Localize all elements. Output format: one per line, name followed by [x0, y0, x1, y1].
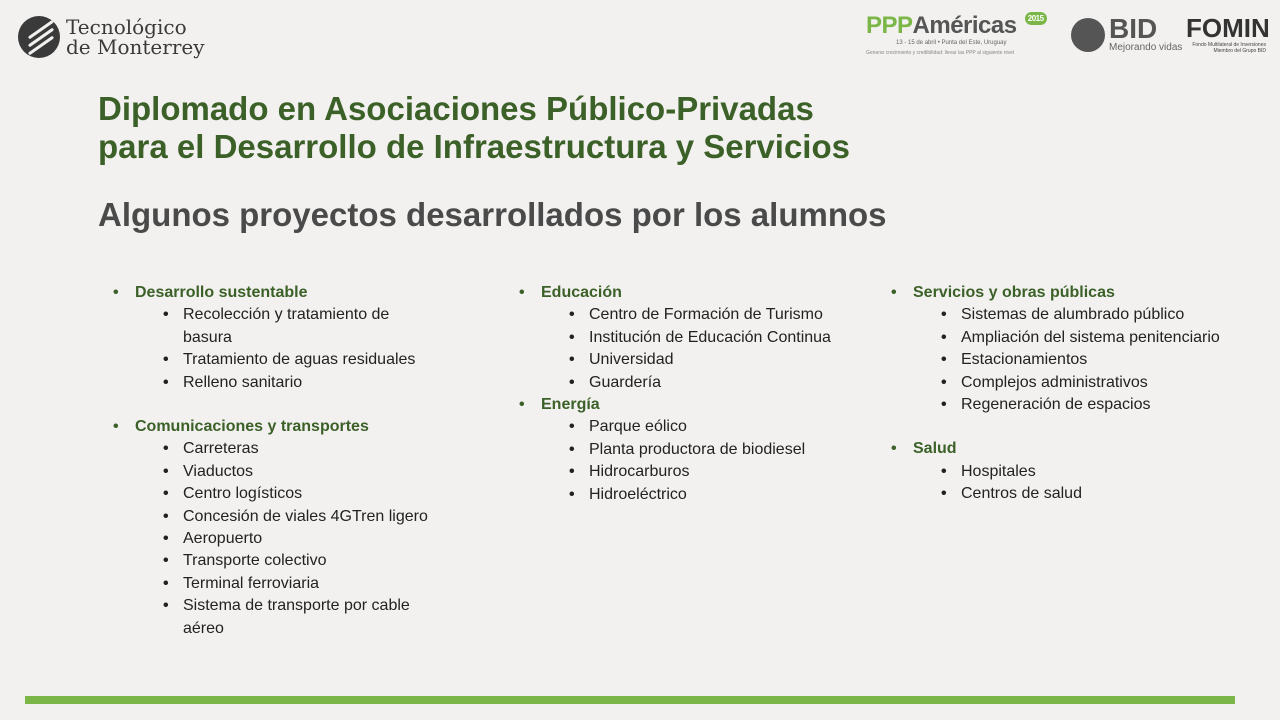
- category-desarrollo-sustentable: • Desarrollo sustentable: [105, 282, 435, 304]
- fomin-logo: [1186, 13, 1270, 54]
- fomin-logo-name: FOMIN: [1186, 13, 1270, 43]
- list-item: • Estacionamientos: [883, 349, 1233, 371]
- list-item: • Sistemas de alumbrado público: [883, 304, 1233, 326]
- project-column-3: [883, 282, 1233, 506]
- category-salud: • Salud: [883, 438, 1233, 460]
- page-subtitle: Algunos proyectos desarrollados por los alumnos: [98, 196, 887, 233]
- page-title: [98, 90, 850, 166]
- category-educacion: • Educación: [511, 282, 841, 304]
- list-item: • Recolección y tratamiento de basura: [105, 304, 435, 349]
- fomin-logo-tagline: Fondo Multilateral de Inversiones Miembro del Grupo BID: [1192, 42, 1266, 54]
- list-item: • Hospitales: [883, 461, 1233, 483]
- list-item: • Aeropuerto: [105, 528, 435, 550]
- list-spacer: [105, 394, 435, 416]
- bid-emblem-icon: [1071, 18, 1105, 52]
- list-item: • Centro de Formación de Turismo: [511, 304, 841, 326]
- ppp-logo-title-b: Américas: [912, 12, 1017, 39]
- list-item: • Planta productora de biodiesel: [511, 439, 841, 461]
- category-comunicaciones-y-transportes: • Comunicaciones y transportes: [105, 416, 435, 438]
- list-item: • Tratamiento de aguas residuales: [105, 349, 435, 371]
- bid-logo-name: BID: [1109, 13, 1158, 44]
- list-item: • Hidrocarburos: [511, 461, 841, 483]
- list-item: • Transporte colectivo: [105, 550, 435, 572]
- ppp-logo-tagline: Generar crecimiento y credibilidad: llevar las PPP al siguiente nivel: [866, 50, 1015, 56]
- tec-logo-line-2: de Monterrey: [66, 35, 205, 59]
- project-column-2: [511, 282, 841, 506]
- list-item: • Universidad: [511, 349, 841, 371]
- ppp-americas-logo: [866, 12, 1066, 56]
- tec-flame-icon: [18, 16, 60, 58]
- list-spacer: [883, 416, 1233, 438]
- list-item: • Guardería: [511, 372, 841, 394]
- category-energia: • Energía: [511, 394, 841, 416]
- list-item: • Relleno sanitario: [105, 372, 435, 394]
- list-item: • Institución de Educación Continua: [511, 327, 841, 349]
- ppp-logo-year: 2015: [1025, 12, 1047, 25]
- list-item: • Regeneración de espacios: [883, 394, 1233, 416]
- ppp-logo-sub: 13 - 15 de abril • Punta del Este, Uruguay: [896, 40, 1007, 46]
- ppp-logo-title-a: PPP: [866, 12, 913, 39]
- list-item: • Viaductos: [105, 461, 435, 483]
- tec-logo: [18, 16, 205, 58]
- project-column-1: [105, 282, 435, 640]
- list-item: • Ampliación del sistema penitenciario: [883, 327, 1233, 349]
- bid-logo-tagline: Mejorando vidas: [1109, 42, 1183, 53]
- bid-logo: [1071, 13, 1183, 53]
- list-item: • Sistema de transporte por cable aéreo: [105, 595, 435, 640]
- tec-logo-line-1: Tecnológico: [66, 15, 187, 39]
- page-title-line-1: Diplomado en Asociaciones Público-Privadas: [98, 90, 814, 127]
- list-item: • Concesión de viales 4GTren ligero: [105, 506, 435, 528]
- list-item: • Parque eólico: [511, 416, 841, 438]
- list-item: • Carreteras: [105, 438, 435, 460]
- list-item: • Centro logísticos: [105, 483, 435, 505]
- list-item: • Complejos administrativos: [883, 372, 1233, 394]
- footer-accent-bar: [25, 696, 1235, 704]
- category-servicios-y-obras-publicas: • Servicios y obras públicas: [883, 282, 1233, 304]
- list-item: • Hidroeléctrico: [511, 484, 841, 506]
- page-title-line-2: para el Desarrollo de Infraestructura y Servicios: [98, 128, 850, 165]
- list-item: • Centros de salud: [883, 483, 1233, 505]
- list-item: • Terminal ferroviaria: [105, 573, 435, 595]
